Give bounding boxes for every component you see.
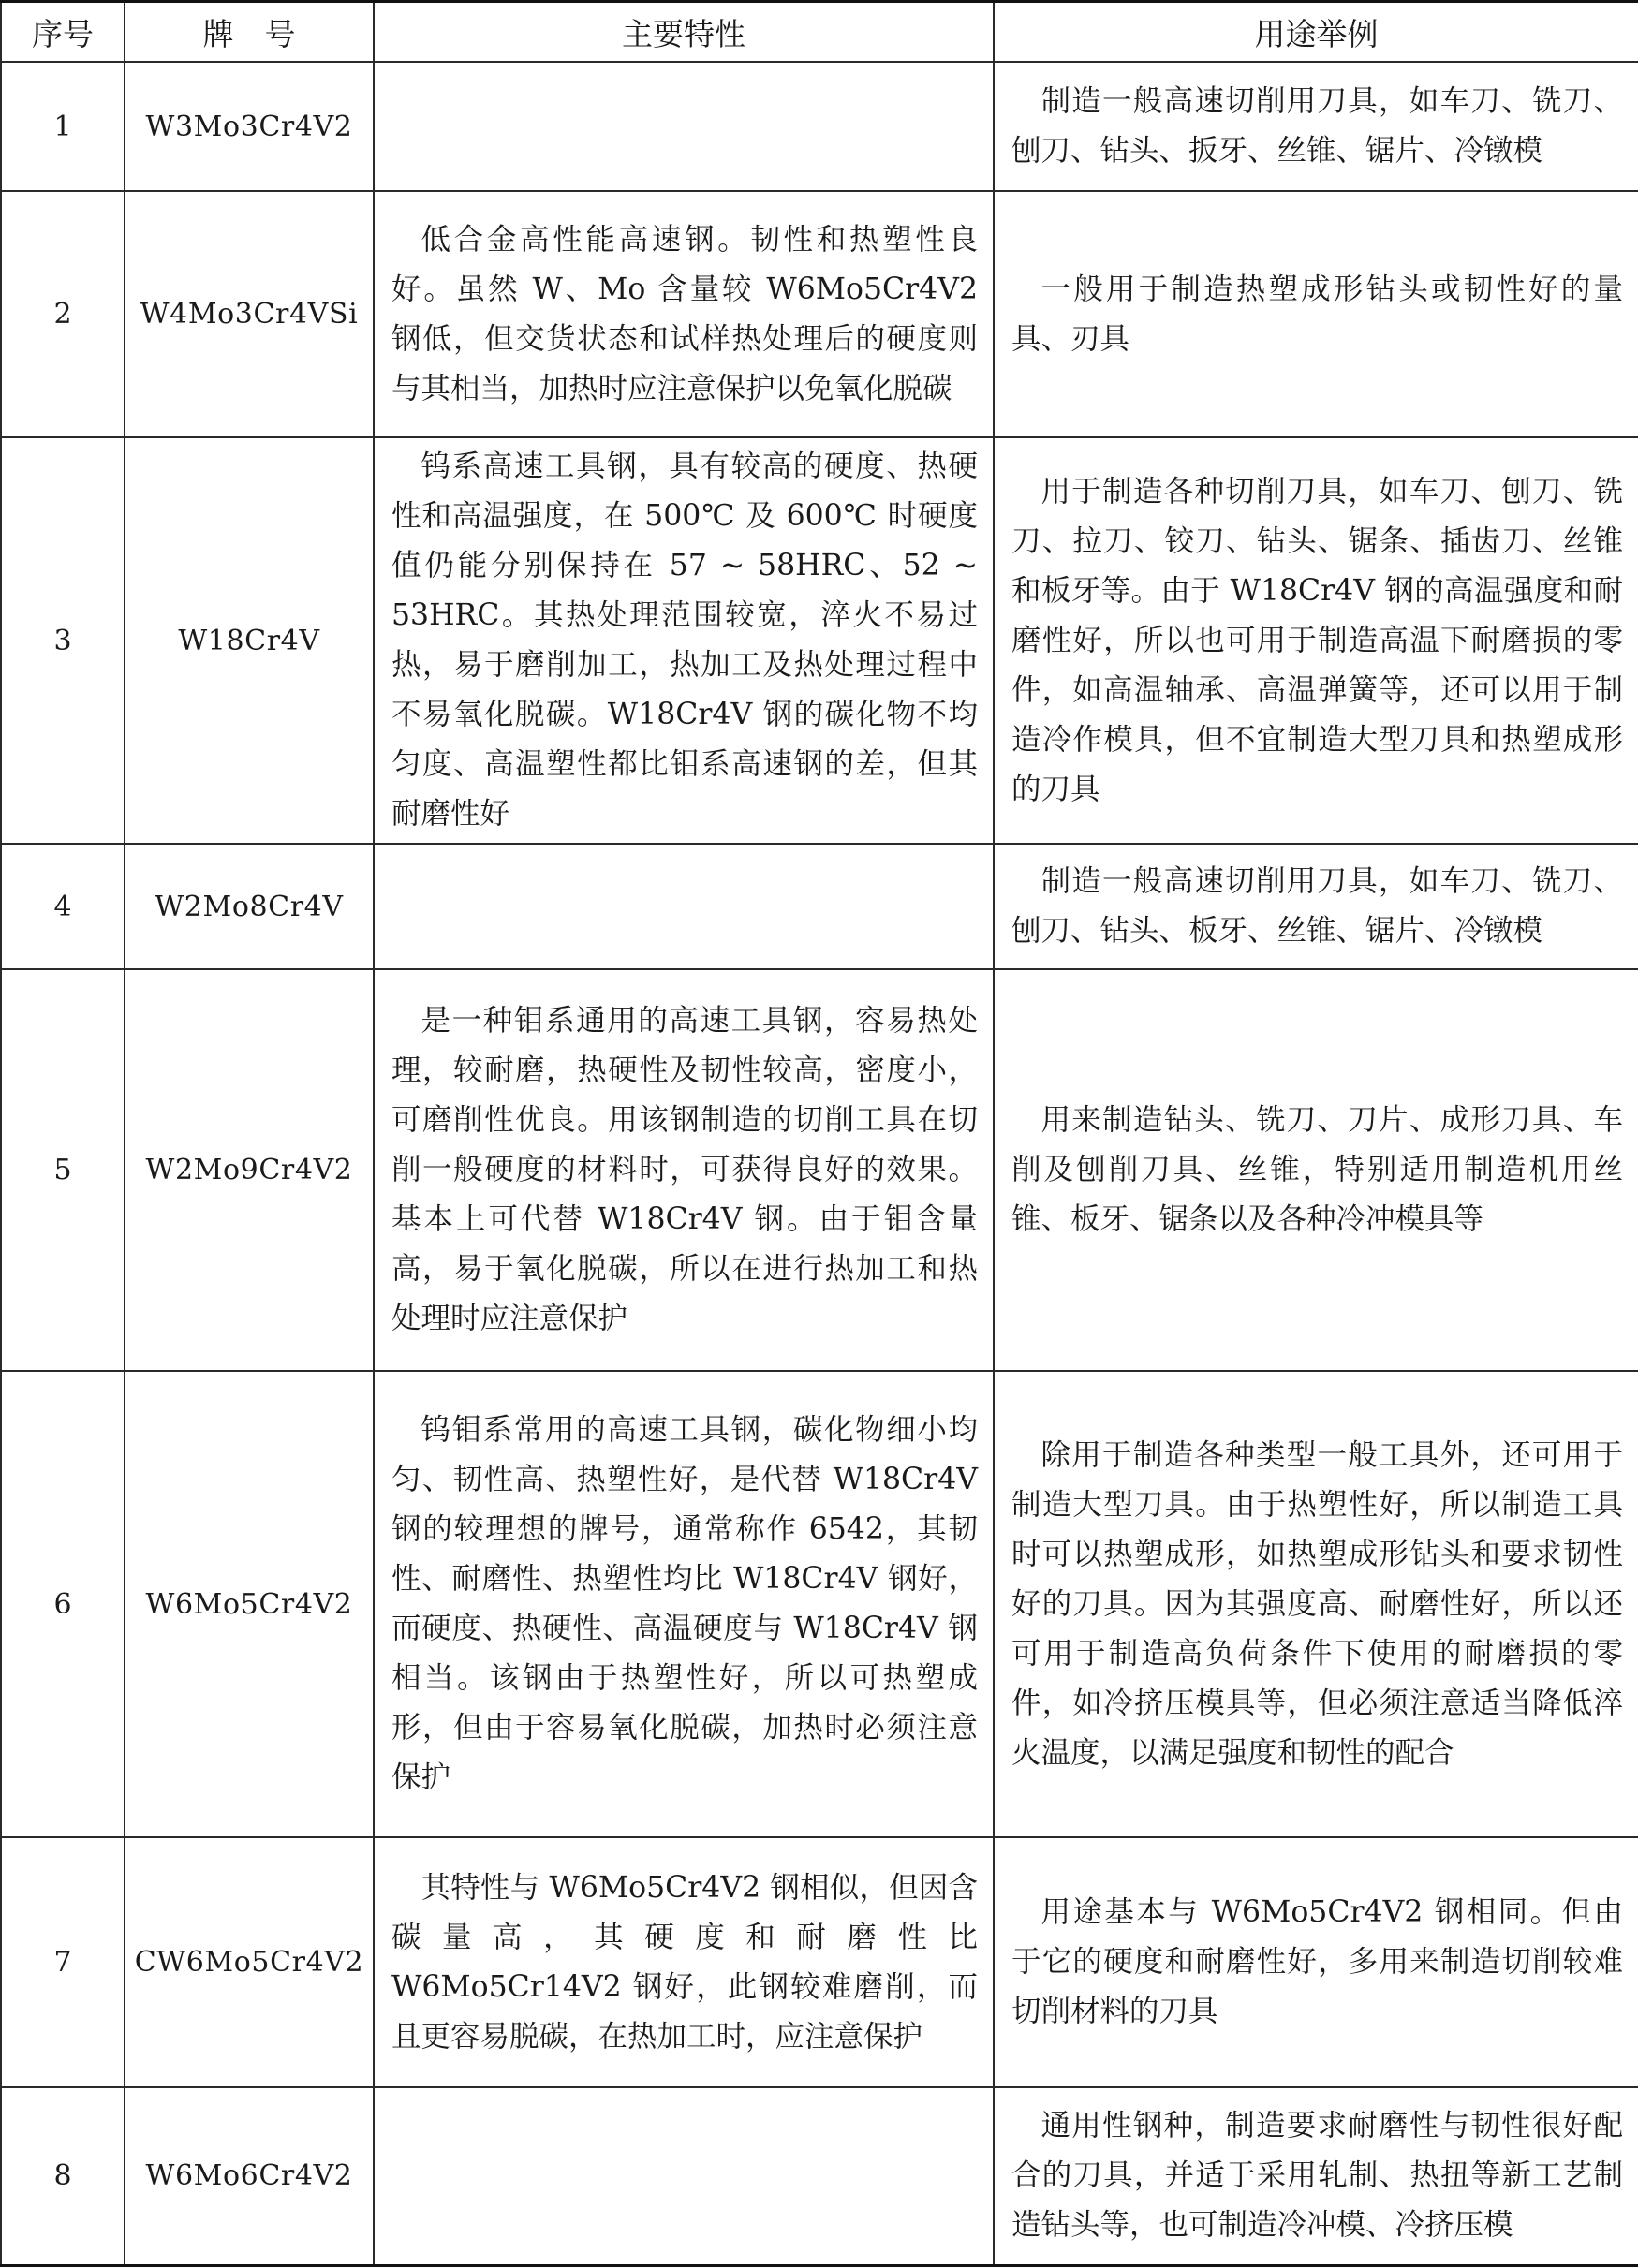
row-number: 7 <box>1 1837 125 2087</box>
row-number: 6 <box>1 1371 125 1837</box>
header-grade: 牌 号 <box>125 2 374 63</box>
table-body <box>1 62 1638 2265</box>
grade-cell: W2Mo9Cr4V2 <box>125 969 374 1371</box>
uses-cell <box>994 437 1638 844</box>
uses-text: 用于制造各种切削刀具，如车刀、刨刀、铣刀、拉刀、铰刀、钻头、锯条、插齿刀、丝锥和板牙等。由于 W18Cr4V 钢的高温强度和耐磨性好，所以也可用于制造高温下耐磨损的零件，如高温轴承、高温弹簧等，还可以用于制造冷作模具，但不宜制造大型刀具和热塑成形的刀具 <box>1011 474 1623 806</box>
properties-cell <box>374 1371 994 1837</box>
properties-cell <box>374 969 994 1371</box>
properties-cell <box>374 1837 994 2087</box>
table-row <box>1 1837 1638 2087</box>
uses-text: 制造一般高速切削用刀具，如车刀、铣刀、刨刀、钻头、板牙、丝锥、锯片、冷镦模 <box>1011 864 1623 948</box>
grade-cell: W18Cr4V <box>125 437 374 844</box>
uses-cell <box>994 1371 1638 1837</box>
uses-cell <box>994 969 1638 1371</box>
row-number: 2 <box>1 191 125 437</box>
row-number: 8 <box>1 2087 125 2265</box>
table-row <box>1 437 1638 844</box>
row-number: 4 <box>1 844 125 969</box>
properties-cell <box>374 191 994 437</box>
uses-cell <box>994 62 1638 191</box>
grade-cell: W3Mo3Cr4V2 <box>125 62 374 191</box>
properties-cell <box>374 844 994 969</box>
table-row <box>1 1371 1638 1837</box>
properties-text: 钨钼系常用的高速工具钢，碳化物细小均匀、韧性高、热塑性好，是代替 W18Cr4V 钢的较理想的牌号，通常称作 6542，其韧性、耐磨性、热塑性均比 W18Cr4V 钢好，而硬度、热硬性、高温硬度与 W18Cr4V 钢相当。该钢由于热塑性好，所以可热塑成形，但由于容易氧化脱碳，加热时必须注意保护 <box>391 1413 978 1794</box>
properties-cell <box>374 437 994 844</box>
grade-cell: W4Mo3Cr4VSi <box>125 191 374 437</box>
properties-text: 钨系高速工具钢，具有较高的硬度、热硬性和高温强度，在 500℃ 及 600℃ 时硬度值仍能分别保持在 57 ~ 58HRC、52 ~ 53HRC。其热处理范围较宽，淬火不易过热，易于磨削加工，热加工及热处理过程中不易氧化脱碳。W18Cr4V 钢的碳化物不均匀度、高温塑性都比钼系高速钢的差，但其耐磨性好 <box>391 449 978 831</box>
table-row <box>1 62 1638 191</box>
row-number: 1 <box>1 62 125 191</box>
grade-cell: W6Mo6Cr4V2 <box>125 2087 374 2265</box>
header-no: 序号 <box>1 2 125 63</box>
row-number: 3 <box>1 437 125 844</box>
uses-cell <box>994 191 1638 437</box>
uses-text: 除用于制造各种类型一般工具外，还可用于制造大型刀具。由于热塑性好，所以制造工具时可以热塑成形，如热塑成形钻头和要求韧性好的刀具。因为其强度高、耐磨性好，所以还可用于制造高负荷条件下使用的耐磨损的零件，如冷挤压模具等，但必须注意适当降低淬火温度，以满足强度和韧性的配合 <box>1011 1437 1623 1770</box>
header-uses: 用途举例 <box>994 2 1638 63</box>
table-row <box>1 191 1638 437</box>
uses-text: 通用性钢种，制造要求耐磨性与韧性很好配合的刀具，并适于采用轧制、热扭等新工艺制造钻头等，也可制造冷冲模、冷挤压模 <box>1011 2109 1623 2243</box>
table-header <box>1 2 1638 63</box>
table-row <box>1 844 1638 969</box>
properties-cell <box>374 62 994 191</box>
uses-text: 用来制造钻头、铣刀、刀片、成形刀具、车削及刨削刀具、丝锥，特别适用制造机用丝锥、板牙、锯条以及各种冷冲模具等 <box>1011 1103 1623 1236</box>
uses-cell <box>994 2087 1638 2265</box>
row-number: 5 <box>1 969 125 1371</box>
uses-text: 制造一般高速切削用刀具，如车刀、铣刀、刨刀、钻头、扳牙、丝锥、锯片、冷镦模 <box>1011 84 1623 168</box>
properties-cell <box>374 2087 994 2265</box>
grade-cell: W2Mo8Cr4V <box>125 844 374 969</box>
uses-cell <box>994 1837 1638 2087</box>
uses-cell <box>994 844 1638 969</box>
header-row <box>1 2 1638 63</box>
properties-text: 低合金高性能高速钢。韧性和热塑性良好。虽然 W、Mo 含量较 W6Mo5Cr4V2 钢低，但交货状态和试样热处理后的硬度则与其相当，加热时应注意保护以免氧化脱碳 <box>391 222 978 405</box>
uses-text: 用途基本与 W6Mo5Cr4V2 钢相同。但由于它的硬度和耐磨性好，多用来制造切削较难切削材料的刀具 <box>1011 1895 1623 2028</box>
header-properties: 主要特性 <box>374 2 994 63</box>
uses-text: 一般用于制造热塑成形钻头或韧性好的量具、刃具 <box>1011 272 1623 356</box>
table-row <box>1 2087 1638 2265</box>
properties-text: 其特性与 W6Mo5Cr4V2 钢相似，但因含碳量高，其硬度和耐磨性比 W6Mo5Cr14V2 钢好，此钢较难磨削，而且更容易脱碳，在热加工时，应注意保护 <box>391 1870 978 2054</box>
properties-text: 是一种钼系通用的高速工具钢，容易热处理，较耐磨，热硬性及韧性较高，密度小，可磨削性优良。用该钢制造的切削工具在切削一般硬度的材料时，可获得良好的效果。基本上可代替 W18Cr4V 钢。由于钼含量高，易于氧化脱碳，所以在进行热加工和热处理时应注意保护 <box>391 1004 978 1335</box>
grade-cell: W6Mo5Cr4V2 <box>125 1371 374 1837</box>
table-row <box>1 969 1638 1371</box>
grade-cell: CW6Mo5Cr4V2 <box>125 1837 374 2087</box>
